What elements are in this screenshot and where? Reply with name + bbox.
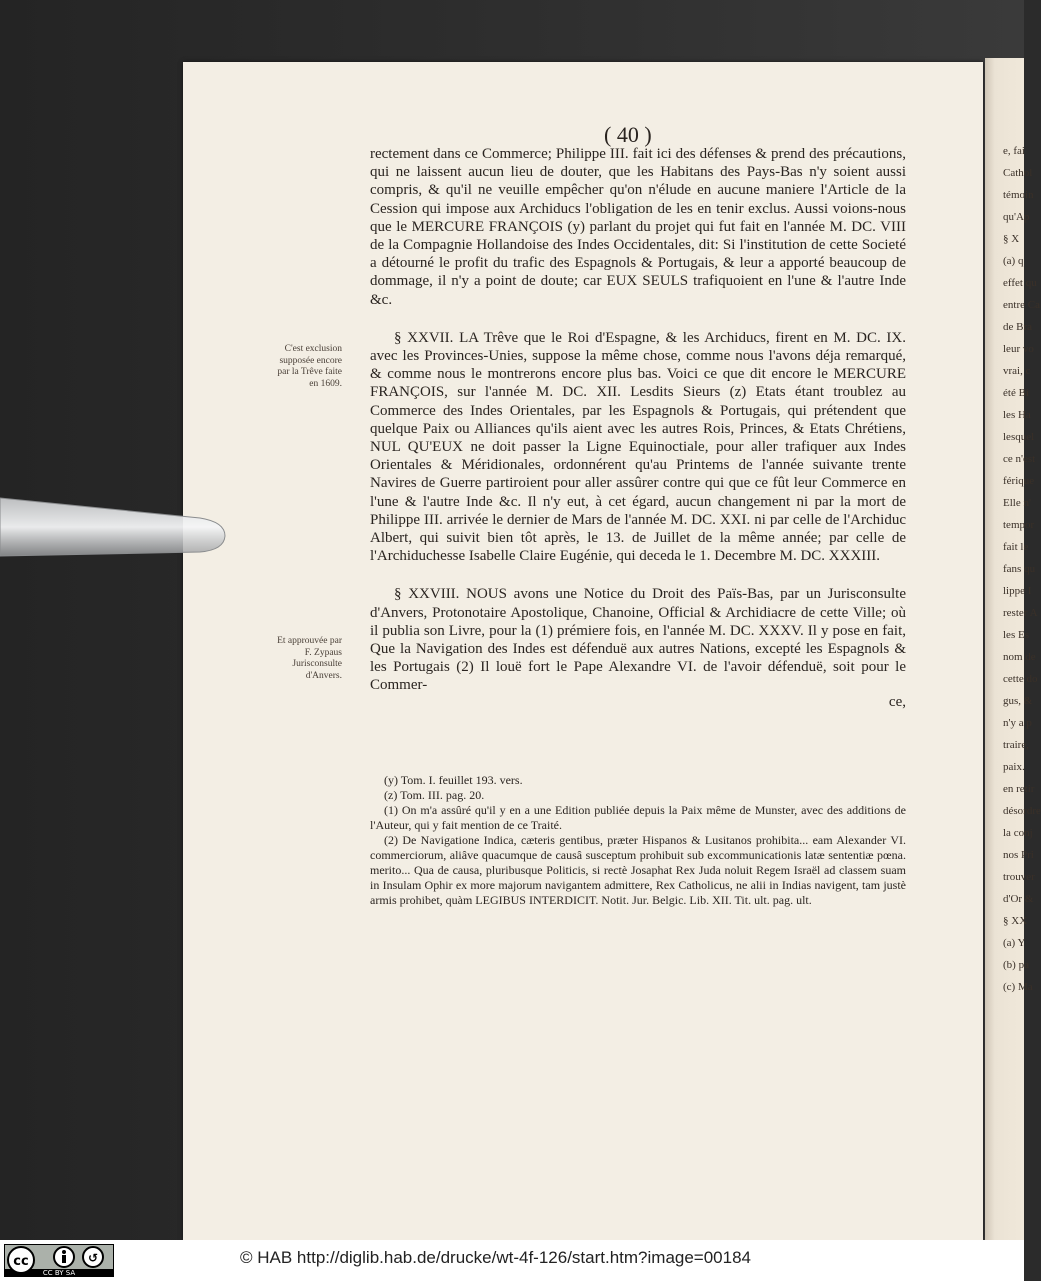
- facing-page-fragment: § XX: [1003, 915, 1028, 927]
- paragraph: § XXVII. LA Trêve que le Roi d'Espagne, & les Archiducs, firent en M. DC. IX. avec les Provinces-Unies, suppose la même chose, comme nous l'avons déja remarqué, & comme nous le montrerons encore plus bas. Voici ce que dit encore le MERCURE FRANÇOIS, sur l'année M. DC. XII. Lesdits Sieurs (z) Etats étant troublez au Commerce des Indes Orientales, par les Espagnols & Portugais, qui prétendent que quelque Paix ou Alliances qu'ils aient avec les autres Rois, Princes, & Etats Chrétiens, NUL QU'EUX ne doit passer la Ligne Equinoctiale, pour aller trafiquer aux Indes Orientales & Méridionales, ordonnérent qu'au Printems de l'année suivante trente Navires de Guerre partiroient pour aller assûrer contre qui que ce fût leur Commerce en l'une & l'autre Inde &c. Il n'y eut, à cet égard, aucun changement ni par la mort de Philippe III. arrivée le dernier de Mars de l'année M. DC. XXI. ni par celle de l'Archiduc Albert, qui suivit bien tôt après, le 13. de Juillet de la même année; par celle de l'Archiduchesse Isabelle Claire Eugénie, qui deceda le 1. Decembre M. DC. XXXIII.: [370, 329, 906, 565]
- facing-page-fragment: fans qu: [1003, 563, 1036, 575]
- page-weight-strap: [0, 492, 230, 562]
- facing-page-fragment: qu'Ap: [1003, 211, 1030, 223]
- facing-page-fragment: lesquel: [1003, 431, 1035, 443]
- facing-page-fragment: les Ha: [1003, 409, 1031, 421]
- facing-page-fragment: n'y a p: [1003, 717, 1032, 729]
- facing-page-fragment: vrai, c: [1003, 365, 1031, 377]
- facing-page-fragment: cette do: [1003, 673, 1038, 685]
- facing-page-fragment: leur vo: [1003, 343, 1034, 355]
- facing-page-fragment: e, fai: [1003, 145, 1025, 157]
- catchword: ce,: [888, 693, 906, 710]
- facing-page-fragment: entre Ca: [1003, 299, 1040, 311]
- footer-bar: [0, 1240, 1024, 1281]
- page-number: ( 40 ): [604, 122, 652, 147]
- facing-page-edge: [985, 58, 1041, 1240]
- facing-page-fragment: ce n'est: [1003, 453, 1036, 465]
- facing-page-fragment: (c) Ma: [1003, 981, 1033, 993]
- facing-page-fragment: effet qu: [1003, 277, 1037, 289]
- facing-page-fragment: en retir: [1003, 783, 1035, 795]
- copyright-link[interactable]: © HAB http://diglib.hab.de/drucke/wt-4f-126/start.htm?image=00184: [240, 1248, 752, 1267]
- facing-page-fragment: fait le: [1003, 541, 1029, 553]
- facing-page-fragment: (a) Y: [1003, 937, 1026, 949]
- margin-note: C'est exclusion supposée encore par la Trêve faite en 1609.: [277, 344, 342, 389]
- facing-page-text: [1003, 140, 1041, 998]
- footnote: (y) Tom. I. feuillet 193. vers.: [384, 773, 523, 787]
- margin-note: Et approuvée par F. Zypaus Jurisconsulte d'Anvers.: [277, 636, 342, 681]
- svg-text:↺: ↺: [87, 1251, 99, 1265]
- facing-page-fragment: tempor: [1003, 519, 1035, 531]
- facing-page-fragment: été Bi: [1003, 387, 1029, 399]
- facing-page-fragment: témoin: [1003, 189, 1034, 201]
- footnote: (2) De Navigatione Indica, cæteris gentibus, præter Hispanos & Lusitanos prohibita... eam Alexander VI. commerciorum, aliâve quacumque de causâ susceptum prohibuit sub excommunicationis latæ sententiæ pœna. merito... Qua de causa, pluribusque Politicis, si rectè Josaphat Rex Juda noluit Regem Israël ad classem suam in Insulam Ophir ex more majorum navigantem admittere, Rex Catholicus, ne alii in Indias navigent, tam justè armis prohibet, quàm LEGIBUS INTERDICIT. Notit. Jur. Belgic. Lib. XII. Tit. ult. pag. ult.: [370, 833, 906, 907]
- facing-page-fragment: Cathol: [1003, 167, 1033, 179]
- facing-page-fragment: § X: [1003, 233, 1020, 245]
- footnotes: [370, 773, 906, 908]
- facing-page-fragment: d'Or &: [1003, 893, 1034, 905]
- footnote: (1) On m'a assûré qu'il y en a une Edition publiée depuis la Paix même de Munster, avec des additions de l'Auteur, qui y fait mention de ce Traité.: [370, 803, 906, 832]
- facing-page-fragment: Elle n': [1003, 497, 1031, 509]
- facing-page-fragment: gus, &: [1003, 695, 1033, 707]
- facing-page-fragment: (b) pa: [1003, 959, 1029, 971]
- facing-page-fragment: de Bra: [1003, 321, 1033, 333]
- facing-page-fragment: (a) q: [1003, 255, 1024, 267]
- facing-page-fragment: férique: [1003, 475, 1035, 487]
- svg-text:cc: cc: [13, 1254, 29, 1269]
- license-label: CC BY SA: [42, 1269, 76, 1277]
- facing-page-fragment: trouver: [1003, 871, 1035, 883]
- facing-page-fragment: nos Pri: [1003, 849, 1034, 861]
- facing-page-fragment: désordre: [1003, 805, 1041, 817]
- paragraph: § XXVIII. NOUS avons une Notice du Droit des Païs-Bas, par un Jurisconsulte d'Anvers, Protonotaire Apostolique, Chanoine, Official & Archidiacre de cette Ville; où il publia son Livre, pour la (1) prémiere fois, en l'année M. DC. XXXV. Il y pose en fait, Que la Navigation des Indes est défenduë aux autres Nations, excepté les Espagnols & les Portugais (2) Il louë fort le Pape Alexandre VI. de l'avoir défenduë, soit pour le Commer-: [370, 586, 906, 694]
- facing-page-fragment: paix.: [1003, 761, 1025, 773]
- main-text: [370, 145, 906, 711]
- facing-page-fragment: traire,: [1003, 739, 1029, 751]
- facing-page-fragment: les Es: [1003, 629, 1029, 641]
- facing-page-fragment: nom de: [1003, 651, 1036, 663]
- facing-page-fragment: la conj: [1003, 827, 1033, 839]
- facing-page-fragment: rester A: [1003, 607, 1038, 619]
- paragraph: rectement dans ce Commerce; Philippe III. fait ici des défenses & prend des précautions, qui ne laissent aucun lieu de douter, que les Habitans des Pays-Bas n'y soient aussi compris, & qu'il ne veuille empêcher qu'on n'élude en aucune maniere l'Article de la Cession qui impose aux Archiducs l'obligation de les en tenir exclus. Aussi voions-nous que le MERCURE FRANÇOIS (y) parlant du projet qui fut fait en l'année M. DC. VIII de la Compagnie Hollandoise des Indes Occidentales, dit: Si l'institution de cette Societé a détourné le profit du trafic des Espagnols & Portugais, & leur a apporté beaucoup de dommage, il n'y a point de doute; car EUX SEULS trafiquoient en l'une & l'autre Inde &c.: [370, 146, 906, 308]
- cc-by-sa-badge[interactable]: [4, 1244, 114, 1277]
- footnote: (z) Tom. III. pag. 20.: [384, 788, 485, 802]
- facing-page-fragment: lippe I: [1003, 585, 1032, 597]
